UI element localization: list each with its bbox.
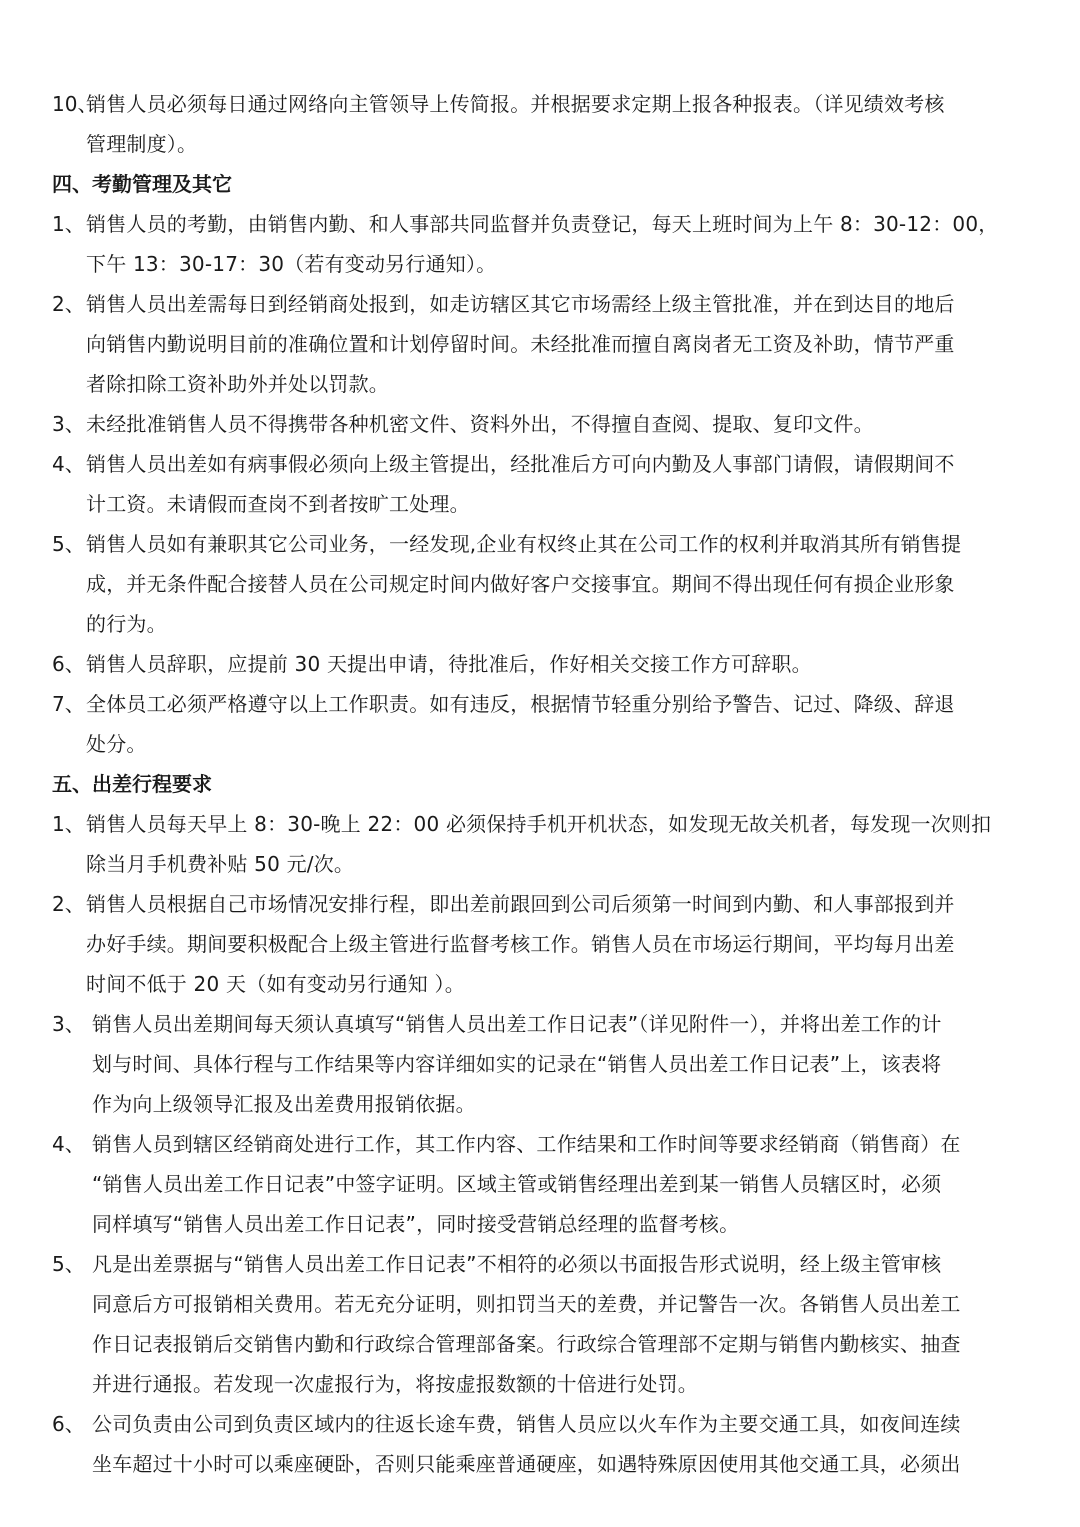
item-line: 作日记表报销后交销售内勤和行政综合管理部备案。行政综合管理部不定期与销售内勤核实、抽查 [92, 1332, 961, 1356]
list-item [52, 804, 1040, 884]
list-item [52, 1404, 1040, 1484]
item-line: 下午 13：30-17：30（若有变动另行通知）。 [86, 252, 497, 276]
item-line: 计工资。未请假而查岗不到者按旷工处理。 [86, 492, 470, 516]
item-line: 的行为。 [86, 612, 167, 636]
section-heading: 五、出差行程要求 [52, 772, 212, 796]
item-line: 销售人员辞职，应提前 30 天提出申请，待批准后，作好相关交接工作方可辞职。 [86, 652, 812, 676]
item-number: 3、 [52, 1012, 85, 1036]
item-line: 凡是出差票据与“销售人员出差工作日记表”不相符的必须以书面报告形式说明，经上级主管审核 [92, 1252, 942, 1276]
item-line: 销售人员出差期间每天须认真填写“销售人员出差工作日记表”（详见附件一），并将出差工作的计 [92, 1012, 942, 1036]
item-number: 2、 [52, 892, 85, 916]
list-item [52, 284, 1040, 404]
list-item [52, 1244, 1040, 1404]
item-number: 10、 [52, 92, 98, 116]
list-item [52, 204, 1040, 284]
item-number: 1、 [52, 212, 85, 236]
item-line: “销售人员出差工作日记表”中签字证明。区域主管或销售经理出差到某一销售人员辖区时，必须 [92, 1172, 942, 1196]
item-number: 2、 [52, 292, 85, 316]
item-line: 处分。 [86, 732, 147, 756]
item-number: 5、 [52, 532, 85, 556]
item-line: 除当月手机费补贴 50 元/次。 [86, 852, 355, 876]
list-item [52, 684, 1040, 764]
item-line: 销售人员如有兼职其它公司业务，一经发现,企业有权终止其在公司工作的权利并取消其所有销售提 [86, 532, 962, 556]
item-line: 向销售内勤说明目前的准确位置和计划停留时间。未经批准而擅自离岗者无工资及补助，情节严重 [86, 332, 955, 356]
item-number: 6、 [52, 652, 85, 676]
item-line: 坐车超过十小时可以乘座硬卧，否则只能乘座普通硬座，如遇特殊原因使用其他交通工具，必须出 [92, 1452, 961, 1476]
item-line: 销售人员每天早上 8：30-晚上 22：00 必须保持手机开机状态，如发现无故关机者，每发现一次则扣 [86, 812, 992, 836]
item-line: 销售人员必须每日通过网络向主管领导上传简报。并根据要求定期上报各种报表。（详见绩效考核 [86, 92, 945, 116]
item-line: 销售人员到辖区经销商处进行工作，其工作内容、工作结果和工作时间等要求经销商（销售商）在 [92, 1132, 961, 1156]
item-line: 管理制度）。 [86, 132, 198, 156]
item-line: 成，并无条件配合接替人员在公司规定时间内做好客户交接事宜。期间不得出现任何有损企业形象 [86, 572, 955, 596]
item-line: 并进行通报。若发现一次虚报行为，将按虚报数额的十倍进行处罚。 [92, 1372, 698, 1396]
section-heading: 四、考勤管理及其它 [52, 172, 232, 196]
item-line: 销售人员根据自己市场情况安排行程，即出差前跟回到公司后须第一时间到内勤、和人事部报到并 [86, 892, 955, 916]
item-line: 者除扣除工资补助外并处以罚款。 [86, 372, 389, 396]
item-line: 全体员工必须严格遵守以上工作职责。如有违反，根据情节轻重分别给予警告、记过、降级、辞退 [86, 692, 955, 716]
list-item [52, 404, 1040, 444]
list-item [52, 84, 1040, 164]
item-text [86, 84, 1040, 164]
list-item [52, 524, 1040, 644]
list-item [52, 444, 1040, 524]
item-line: 办好手续。期间要积极配合上级主管进行监督考核工作。销售人员在市场运行期间，平均每月出差 [86, 932, 955, 956]
item-line: 同意后方可报销相关费用。若无充分证明，则扣罚当天的差费，并记警告一次。各销售人员出差工 [92, 1292, 961, 1316]
item-line: 未经批准销售人员不得携带各种机密文件、资料外出，不得擅自查阅、提取、复印文件。 [86, 412, 874, 436]
item-line: 销售人员出差如有病事假必须向上级主管提出，经批准后方可向内勤及人事部门请假，请假期间不 [86, 452, 955, 476]
item-line: 作为向上级领导汇报及出差费用报销依据。 [92, 1092, 476, 1116]
item-number: 4、 [52, 452, 85, 476]
item-line: 时间不低于 20 天（如有变动另行通知 ）。 [86, 972, 465, 996]
list-item [52, 644, 1040, 684]
item-number: 6、 [52, 1412, 85, 1436]
item-line: 同样填写“销售人员出差工作日记表”，同时接受营销总经理的监督考核。 [92, 1212, 740, 1236]
item-line: 销售人员出差需每日到经销商处报到，如走访辖区其它市场需经上级主管批准，并在到达目的地后 [86, 292, 955, 316]
item-number: 7、 [52, 692, 85, 716]
item-number: 5、 [52, 1252, 85, 1276]
item-number: 4、 [52, 1132, 85, 1156]
item-number: 1、 [52, 812, 85, 836]
item-line: 公司负责由公司到负责区域内的往返长途车费，销售人员应以火车作为主要交通工具，如夜间连续 [92, 1412, 961, 1436]
list-item [52, 884, 1040, 1004]
list-item [52, 1004, 1040, 1124]
list-item [52, 1124, 1040, 1244]
item-number: 3、 [52, 412, 85, 436]
item-line: 划与时间、具体行程与工作结果等内容详细如实的记录在“销售人员出差工作日记表”上，该表将 [92, 1052, 942, 1076]
item-line: 销售人员的考勤，由销售内勤、和人事部共同监督并负责登记，每天上班时间为上午 8：30-12：00， [86, 212, 999, 236]
